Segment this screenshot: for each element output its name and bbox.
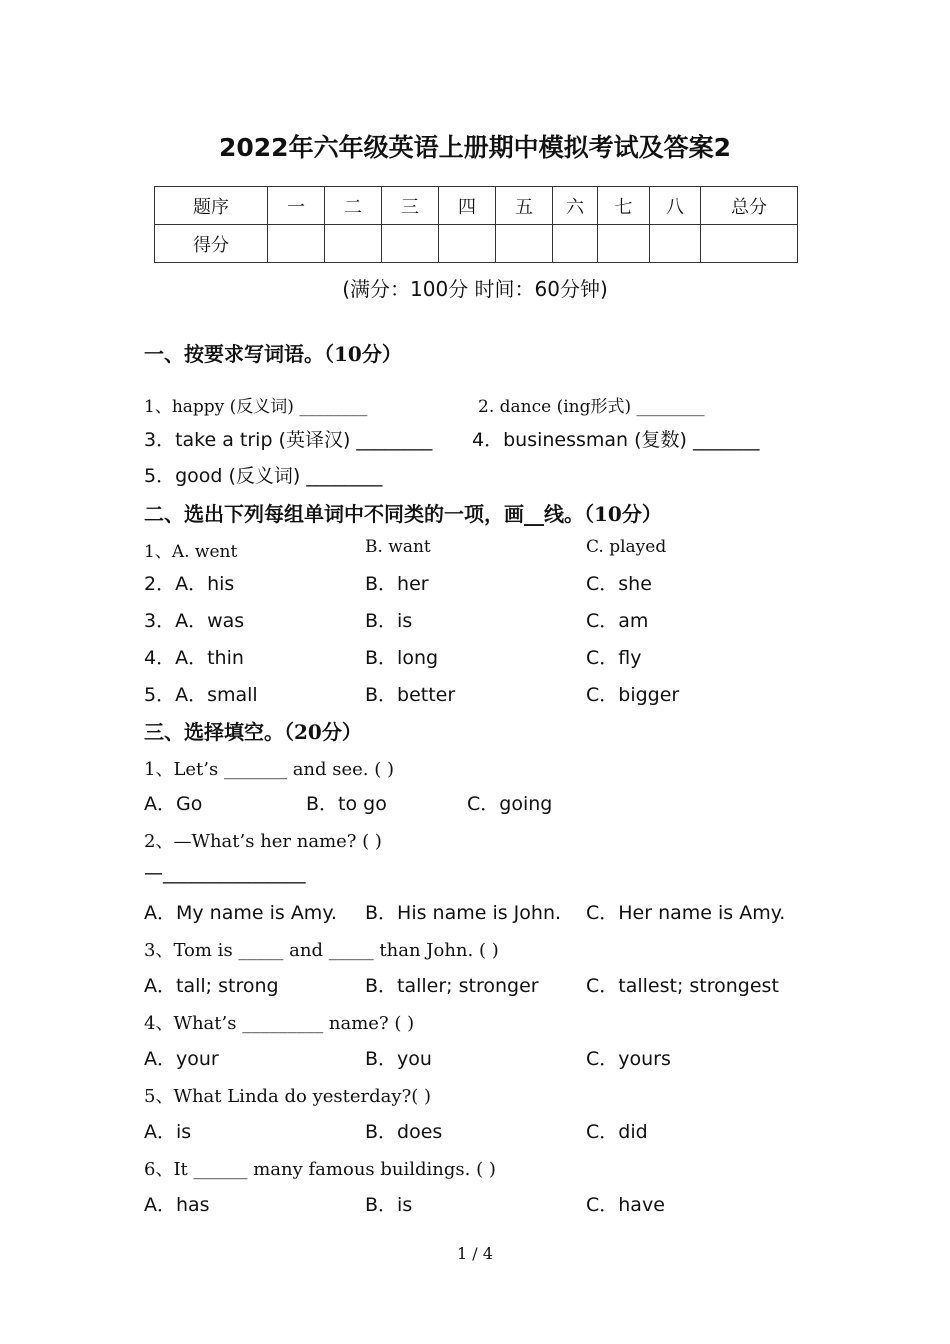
section2-row2-c: C．she (586, 573, 652, 595)
section1-points: （10分） (324, 342, 402, 366)
score-cell (439, 225, 496, 263)
section3-q2-c: C．Her name is Amy. (586, 902, 786, 924)
section2-row1-c: C. played (586, 537, 667, 557)
score-cell (701, 225, 798, 263)
header-cell: 五 (496, 187, 553, 225)
section3-q2-b: B．His name is John. (365, 902, 562, 924)
section3-q2-stem: 2、—What’s her name? ( ) (144, 831, 382, 852)
section3-q3-a: A．tall; strong (144, 975, 279, 997)
section2-row5-c: C．bigger (586, 684, 680, 706)
section3-q6-b: B．is (365, 1194, 413, 1216)
section3-q5-a: A．is (144, 1121, 192, 1143)
section2-row3-a: 3．A．was (144, 610, 245, 632)
section2-row1-a: 1、A. went (144, 542, 238, 562)
section2-row4-a: 4．A．thin (144, 647, 244, 669)
section3-q3-b: B．taller; stronger (365, 975, 539, 997)
header-cell: 六 (553, 187, 598, 225)
section2-row3-b: B．is (365, 610, 413, 632)
section2-row2-b: B．her (365, 573, 429, 595)
header-cell: 三 (382, 187, 439, 225)
section1-q3: 3．take a trip (英译汉) ________ (144, 429, 433, 451)
page-number: 1 / 4 (457, 1244, 493, 1263)
section2-row4-c: C．fly (586, 647, 642, 669)
score-cell (650, 225, 701, 263)
section2-row5-b: B．better (365, 684, 456, 706)
section1-q4: 4．businessman (复数) _______ (472, 429, 760, 451)
header-cell: 四 (439, 187, 496, 225)
section3-q2-a: A．My name is Amy. (144, 902, 337, 924)
section3-q3-stem: 3、Tom is _____ and _____ than John. ( ) (144, 940, 499, 961)
score-cell (268, 225, 325, 263)
section3-q5-b: B．does (365, 1121, 443, 1143)
score-cell (382, 225, 439, 263)
header-cell: 二 (325, 187, 382, 225)
section3-q4-stem: 4、What’s _________ name? ( ) (144, 1013, 415, 1034)
header-cell: 一 (268, 187, 325, 225)
section3-q3-c: C．tallest; strongest (586, 975, 779, 997)
section3-q5-stem: 5、What Linda do yesterday?( ) (144, 1086, 431, 1107)
score-row-label: 得分 (155, 225, 268, 263)
section1-heading-text: 一、按要求写词语。 (144, 342, 324, 366)
header-cell: 题序 (155, 187, 268, 225)
section3-q1-a: A．Go (144, 793, 203, 815)
section3-q6-stem: 6、It ______ many famous buildings. ( ) (144, 1159, 496, 1180)
header-cell: 八 (650, 187, 701, 225)
section2-row3-c: C．am (586, 610, 649, 632)
section2-heading-text: 二、选出下列每组单词中不同类的一项，画__线。 (144, 502, 584, 526)
section3-q1-b: B．to go (306, 793, 387, 815)
section1-q1: 1、happy (反义词) ________ (144, 397, 368, 417)
score-table-score-row (155, 225, 798, 263)
section3-heading-text: 三、选择填空。 (144, 720, 284, 744)
score-cell (496, 225, 553, 263)
section3-heading (144, 716, 362, 745)
section2-row4-b: B．long (365, 647, 439, 669)
section2-heading (144, 498, 662, 527)
header-cell: 总分 (701, 187, 798, 225)
section3-q6-a: A．has (144, 1194, 210, 1216)
section3-q1-stem: 1、Let’s _______ and see. ( ) (144, 759, 395, 780)
section2-row1-b: B. want (365, 537, 431, 557)
section3-q1-c: C．going (467, 793, 553, 815)
section3-q6-c: C．have (586, 1194, 665, 1216)
header-cell: 七 (598, 187, 650, 225)
section3-points: （20分） (284, 720, 362, 744)
section3-q2-answer-line: —_______________ (144, 862, 306, 884)
section3-q4-a: A．your (144, 1048, 219, 1070)
score-table (154, 186, 798, 263)
section2-row2-a: 2．A．his (144, 573, 235, 595)
section1-heading (144, 338, 402, 367)
section2-points: （10分） (584, 502, 662, 526)
section1-q5: 5．good (反义词) ________ (144, 465, 383, 487)
section3-q4-c: C．yours (586, 1048, 671, 1070)
score-cell (598, 225, 650, 263)
score-table-header-row (155, 187, 798, 225)
exam-subtitle: (满分：100分 时间：60分钟) (342, 277, 608, 301)
section2-row5-a: 5．A．small (144, 684, 258, 706)
document-title: 2022年六年级英语上册期中模拟考试及答案2 (219, 133, 731, 162)
section1-q2: 2. dance (ing形式) ________ (478, 397, 705, 417)
score-cell (553, 225, 598, 263)
score-cell (325, 225, 382, 263)
section3-q5-c: C．did (586, 1121, 648, 1143)
section3-q4-b: B．you (365, 1048, 432, 1070)
